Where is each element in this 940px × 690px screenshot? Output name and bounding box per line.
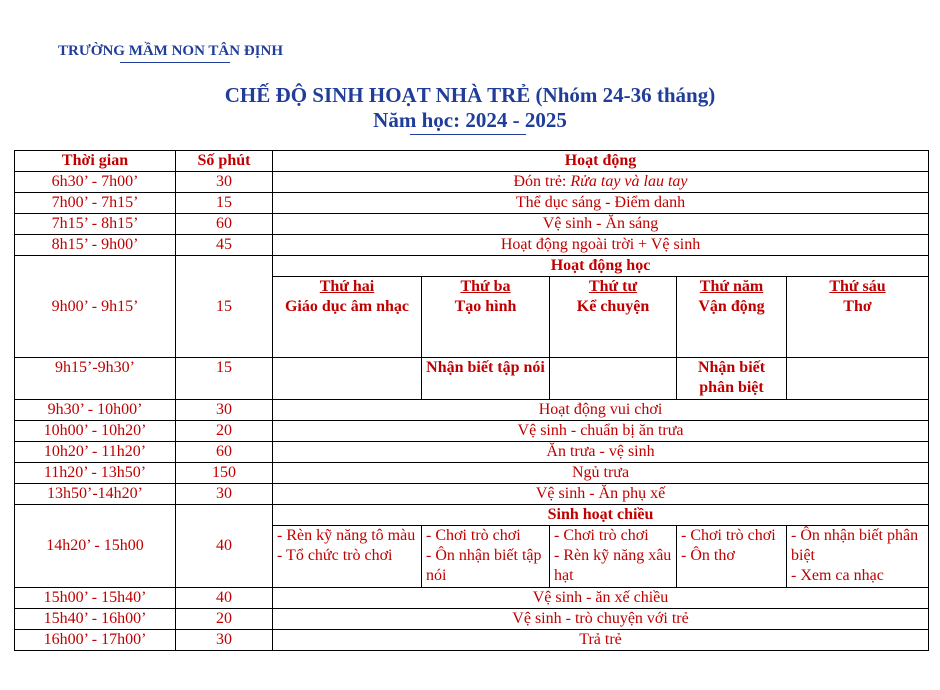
activity-cell: Hoạt động vui chơi [273, 400, 929, 421]
activity-cell [273, 172, 929, 193]
study-extra-cell [273, 358, 422, 400]
time-cell: 13h50’-14h20’ [15, 484, 176, 505]
activity-cell: Thể dục sáng - Điểm danh [273, 193, 929, 214]
study-extra-cell: Nhận biết phân biệt [677, 358, 787, 400]
table-header-row [15, 151, 929, 172]
day-label: Thứ sáu [829, 278, 886, 295]
day-label: Thứ hai [319, 278, 375, 295]
afternoon-item: - Chơi trò chơi [681, 527, 776, 544]
afternoon-cell [273, 526, 422, 588]
minutes-cell: 15 [176, 193, 273, 214]
subject-label: Vận động [698, 298, 765, 315]
subject-label: Thơ [843, 298, 872, 315]
study-day-monday [273, 277, 422, 358]
subject-label: Kể chuyện [576, 298, 650, 315]
table-row [15, 442, 929, 463]
study-extra-cell [787, 358, 929, 400]
table-row [15, 484, 929, 505]
header-activity: Hoạt động [273, 151, 929, 172]
activity-cell: Ăn trưa - vệ sinh [273, 442, 929, 463]
study-extra-cell: Nhận biết tập nói [422, 358, 550, 400]
header-time: Thời gian [15, 151, 176, 172]
table-row [15, 609, 929, 630]
time-cell: 7h00’ - 7h15’ [15, 193, 176, 214]
afternoon-cell [677, 526, 787, 588]
afternoon-item: - Chơi trò chơi [426, 527, 521, 544]
minutes-cell: 20 [176, 609, 273, 630]
table-row [15, 588, 929, 609]
afternoon-title-row [15, 505, 929, 526]
activity-text: Đón trẻ: [513, 173, 571, 190]
minutes-cell: 150 [176, 463, 273, 484]
study-extra-row [15, 358, 929, 400]
subject-label: Tạo hình [454, 298, 517, 315]
afternoon-item: - Ôn nhận biết phân biệt [791, 527, 919, 564]
minutes-cell: 15 [176, 256, 273, 358]
time-cell: 6h30’ - 7h00’ [15, 172, 176, 193]
activity-cell: Trả trẻ [273, 630, 929, 651]
activity-cell: Vệ sinh - chuẩn bị ăn trưa [273, 421, 929, 442]
activity-cell: Vệ sinh - ăn xế chiều [273, 588, 929, 609]
afternoon-cell [787, 526, 929, 588]
time-cell: 15h40’ - 16h00’ [15, 609, 176, 630]
time-cell: 8h15’ - 9h00’ [15, 235, 176, 256]
afternoon-item: - Rèn kỹ năng xâu hạt [554, 547, 672, 584]
time-cell: 10h00’ - 10h20’ [15, 421, 176, 442]
page-title: CHẾ ĐỘ SINH HOẠT NHÀ TRẺ (Nhóm 24-36 tháng) [224, 83, 716, 107]
activity-cell: Vệ sinh - Ăn sáng [273, 214, 929, 235]
afternoon-item: - Chơi trò chơi [554, 527, 649, 544]
study-title-row [15, 256, 929, 277]
time-cell: 7h15’ - 8h15’ [15, 214, 176, 235]
minutes-cell: 15 [176, 358, 273, 400]
time-cell: 14h20’ - 15h00 [15, 505, 176, 588]
minutes-cell: 60 [176, 214, 273, 235]
time-cell: 11h20’ - 13h50’ [15, 463, 176, 484]
time-cell: 15h00’ - 15h40’ [15, 588, 176, 609]
minutes-cell: 40 [176, 588, 273, 609]
study-day-tuesday [422, 277, 550, 358]
table-row [15, 193, 929, 214]
study-day-wednesday [550, 277, 677, 358]
table-row [15, 463, 929, 484]
table-row [15, 172, 929, 193]
afternoon-item: - Xem ca nhạc [791, 567, 884, 584]
afternoon-item: - Ôn thơ [681, 547, 735, 564]
day-label: Thứ tư [588, 278, 638, 295]
table-row [15, 400, 929, 421]
time-cell: 10h20’ - 11h20’ [15, 442, 176, 463]
header-minutes: Số phút [176, 151, 273, 172]
activity-cell: Vệ sinh - Ăn phụ xế [273, 484, 929, 505]
minutes-cell: 45 [176, 235, 273, 256]
schedule-table [14, 150, 929, 651]
afternoon-title: Sinh hoạt chiều [273, 505, 929, 526]
table-row [15, 214, 929, 235]
school-year: Năm học: 2024 - 2025 [373, 108, 567, 132]
day-label: Thứ năm [699, 278, 764, 295]
table-row [15, 235, 929, 256]
afternoon-cell [550, 526, 677, 588]
time-cell: 9h00’ - 9h15’ [15, 256, 176, 358]
time-cell: 16h00’ - 17h00’ [15, 630, 176, 651]
minutes-cell: 40 [176, 505, 273, 588]
day-label: Thứ ba [460, 278, 511, 295]
study-day-friday [787, 277, 929, 358]
afternoon-item: - Ôn nhận biết tập nói [426, 547, 542, 584]
school-name: TRƯỜNG MẦM NON TÂN ĐỊNH [58, 43, 283, 59]
school-year-underline [410, 134, 526, 135]
time-cell: 9h30’ - 10h00’ [15, 400, 176, 421]
minutes-cell: 20 [176, 421, 273, 442]
school-underline [120, 62, 230, 63]
minutes-cell: 30 [176, 172, 273, 193]
activity-note: Rửa tay và lau tay [570, 173, 688, 190]
minutes-cell: 60 [176, 442, 273, 463]
activity-cell: Hoạt động ngoài trời + Vệ sinh [273, 235, 929, 256]
minutes-cell: 30 [176, 400, 273, 421]
activity-cell: Vệ sinh - trò chuyện với trẻ [273, 609, 929, 630]
subject-label: Giáo dục âm nhạc [284, 298, 409, 315]
activity-cell: Ngủ trưa [273, 463, 929, 484]
table-row [15, 630, 929, 651]
table-row [15, 421, 929, 442]
afternoon-item: - Rèn kỹ năng tô màu [277, 527, 416, 544]
afternoon-cell [422, 526, 550, 588]
minutes-cell: 30 [176, 484, 273, 505]
study-title: Hoạt động học [273, 256, 929, 277]
time-cell: 9h15’-9h30’ [15, 358, 176, 400]
minutes-cell: 30 [176, 630, 273, 651]
study-day-thursday [677, 277, 787, 358]
afternoon-item: - Tổ chức trò chơi [277, 547, 393, 564]
study-extra-cell [550, 358, 677, 400]
